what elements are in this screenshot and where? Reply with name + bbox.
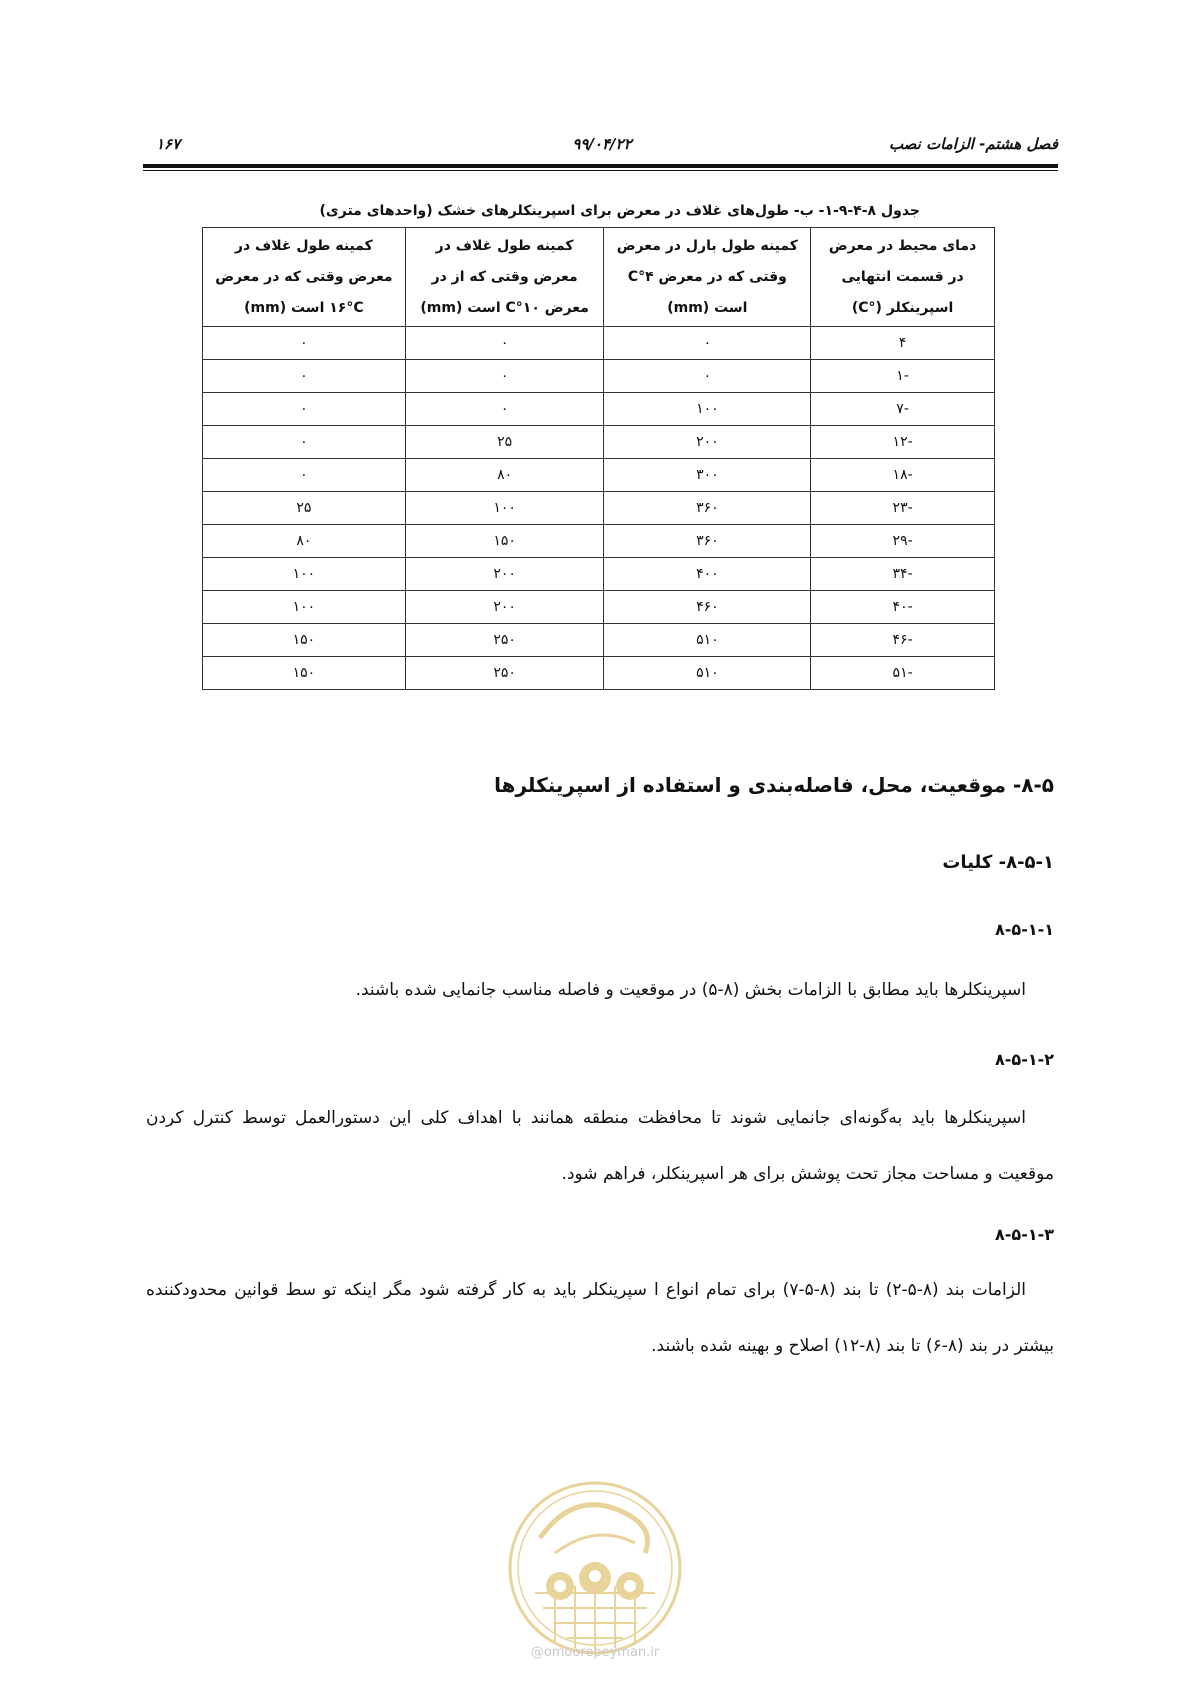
table-cell: ۴۶۰ [604,591,811,624]
table-cell: -۲۹ [811,525,995,558]
header-line: کمینه طول بارل در معرض [616,237,798,254]
table-cell: -۲۳ [811,492,995,525]
clause-number: ۸-۵-۱-۲ [995,1050,1054,1069]
table-cell: ۲۰۰ [405,591,604,624]
table-cell: ۸۰ [405,459,604,492]
table-cell: ۰ [203,360,406,393]
table-cell: ۲۵۰ [405,657,604,690]
table-cell: ۰ [405,327,604,360]
table-cell: -۴۶ [811,624,995,657]
table-cell: ۱۰۰ [604,393,811,426]
clause-text: اسپرینکلرها باید مطابق با الزامات بخش (۸-۵) در موقعیت و فاصله مناسب جانمایی شده باشند. [355,980,1026,1000]
table-cell: ۰ [405,393,604,426]
table-cell: ۲۰۰ [405,558,604,591]
table-cell: ۱۵۰ [203,624,406,657]
clause-number: ۸-۵-۱-۳ [995,1225,1054,1244]
table-cell: -۷ [811,393,995,426]
header-line: معرض ۱۰°C است (mm) [420,299,589,316]
clause-text: اسپرینکلرها باید به‌گونه‌ای جانمایی شوند تا محافظت منطقه همانند با اهداف کلی این دستورالعمل توسط کنترل کردن موقعیت و مساحت مجاز تحت پوشش برای هر اسپرینکلر، فراهم شود. [146,1108,1054,1184]
table-header-cell [203,228,406,327]
table-cell: ۱۵۰ [203,657,406,690]
table-row [203,327,995,360]
clause-text: الزامات بند (۸-۵-۲) تا بند (۸-۵-۷) برای تمام انواع ا سپرینکلر باید به کار گرفته شود مگر اینکه تو سط قوانین محدودکننده بیشتر در بند (۸-۶) تا بند (۸-۱۲) اصلاح و بهینه شده باشند. [146,1280,1054,1356]
clause-number: ۸-۵-۱-۱ [995,920,1054,939]
table-cell: ۴ [811,327,995,360]
table-cell: ۱۰۰ [203,591,406,624]
table-row [203,459,995,492]
chapter-title: فصل هشتم- الزامات نصب [888,135,1058,153]
table-row [203,558,995,591]
header-line: ۱۶°C است (mm) [244,299,364,316]
table-cell: ۲۰۰ [604,426,811,459]
table-row [203,360,995,393]
watermark-url: @omoorepeyman.ir [530,1645,660,1660]
header-date: ۹۹/۰۴/۲۲ [572,135,632,153]
table-cell: -۱۲ [811,426,995,459]
table-cell: ۳۶۰ [604,525,811,558]
table-row [203,657,995,690]
table-cell: ۳۶۰ [604,492,811,525]
table-cell: -۵۱ [811,657,995,690]
watermark-logo [505,1468,685,1668]
sprinkler-table [202,227,995,690]
table-cell: ۱۰۰ [405,492,604,525]
table-cell: ۲۵ [405,426,604,459]
table-cell: ۴۰۰ [604,558,811,591]
table-row [203,591,995,624]
header-line: اسپرینکلر (°C) [851,299,954,316]
header-line: در قسمت انتهایی [841,268,964,285]
table-caption: جدول ۸-۴-۹-۱- ب- طول‌های غلاف در معرض برای اسپرینکلرهای خشک (واحدهای متری) [319,203,920,219]
table-row [203,393,995,426]
table-cell: ۳۰۰ [604,459,811,492]
table-cell: ۱۰۰ [203,558,406,591]
table-cell: ۲۵ [203,492,406,525]
table-row [203,426,995,459]
table-row [203,525,995,558]
table-cell: ۰ [405,360,604,393]
table-row [203,492,995,525]
table-row [203,624,995,657]
table-cell: ۸۰ [203,525,406,558]
header-line: دمای محیط در معرض [828,237,977,254]
header-line: کمینه طول غلاف در [435,237,574,254]
table-cell: ۰ [203,459,406,492]
table-cell: ۰ [203,327,406,360]
table-cell: ۰ [604,327,811,360]
table-cell: ۰ [203,393,406,426]
page-number: ۱۶۷ [156,135,181,153]
header-line: معرض وقتی که از در [431,268,578,285]
table-cell: -۴۰ [811,591,995,624]
header-rule-thick [143,164,1058,168]
table-cell: ۵۱۰ [604,624,811,657]
table-cell: -۱ [811,360,995,393]
table-header-row [203,228,995,327]
table-cell: ۲۵۰ [405,624,604,657]
table-header-cell [405,228,604,327]
table-cell: ۱۵۰ [405,525,604,558]
header-line: معرض وقتی که در معرض [215,268,393,285]
running-header [146,133,1058,159]
header-rule-thin [143,170,1058,171]
table-cell: -۱۸ [811,459,995,492]
table-cell: ۰ [604,360,811,393]
section-title: ۸-۵- موقعیت، محل، فاصله‌بندی و استفاده از اسپرینکلرها [494,773,1054,797]
table-cell: ۵۱۰ [604,657,811,690]
table-cell: -۳۴ [811,558,995,591]
table-header-cell [811,228,995,327]
header-line: وقتی که در معرض ۴°C [627,268,787,285]
header-line: کمینه طول غلاف در [234,237,373,254]
table-cell: ۰ [203,426,406,459]
subsection-title: ۸-۵-۱- کلیات [942,852,1054,873]
table-header-cell [604,228,811,327]
header-line: است (mm) [667,299,748,316]
